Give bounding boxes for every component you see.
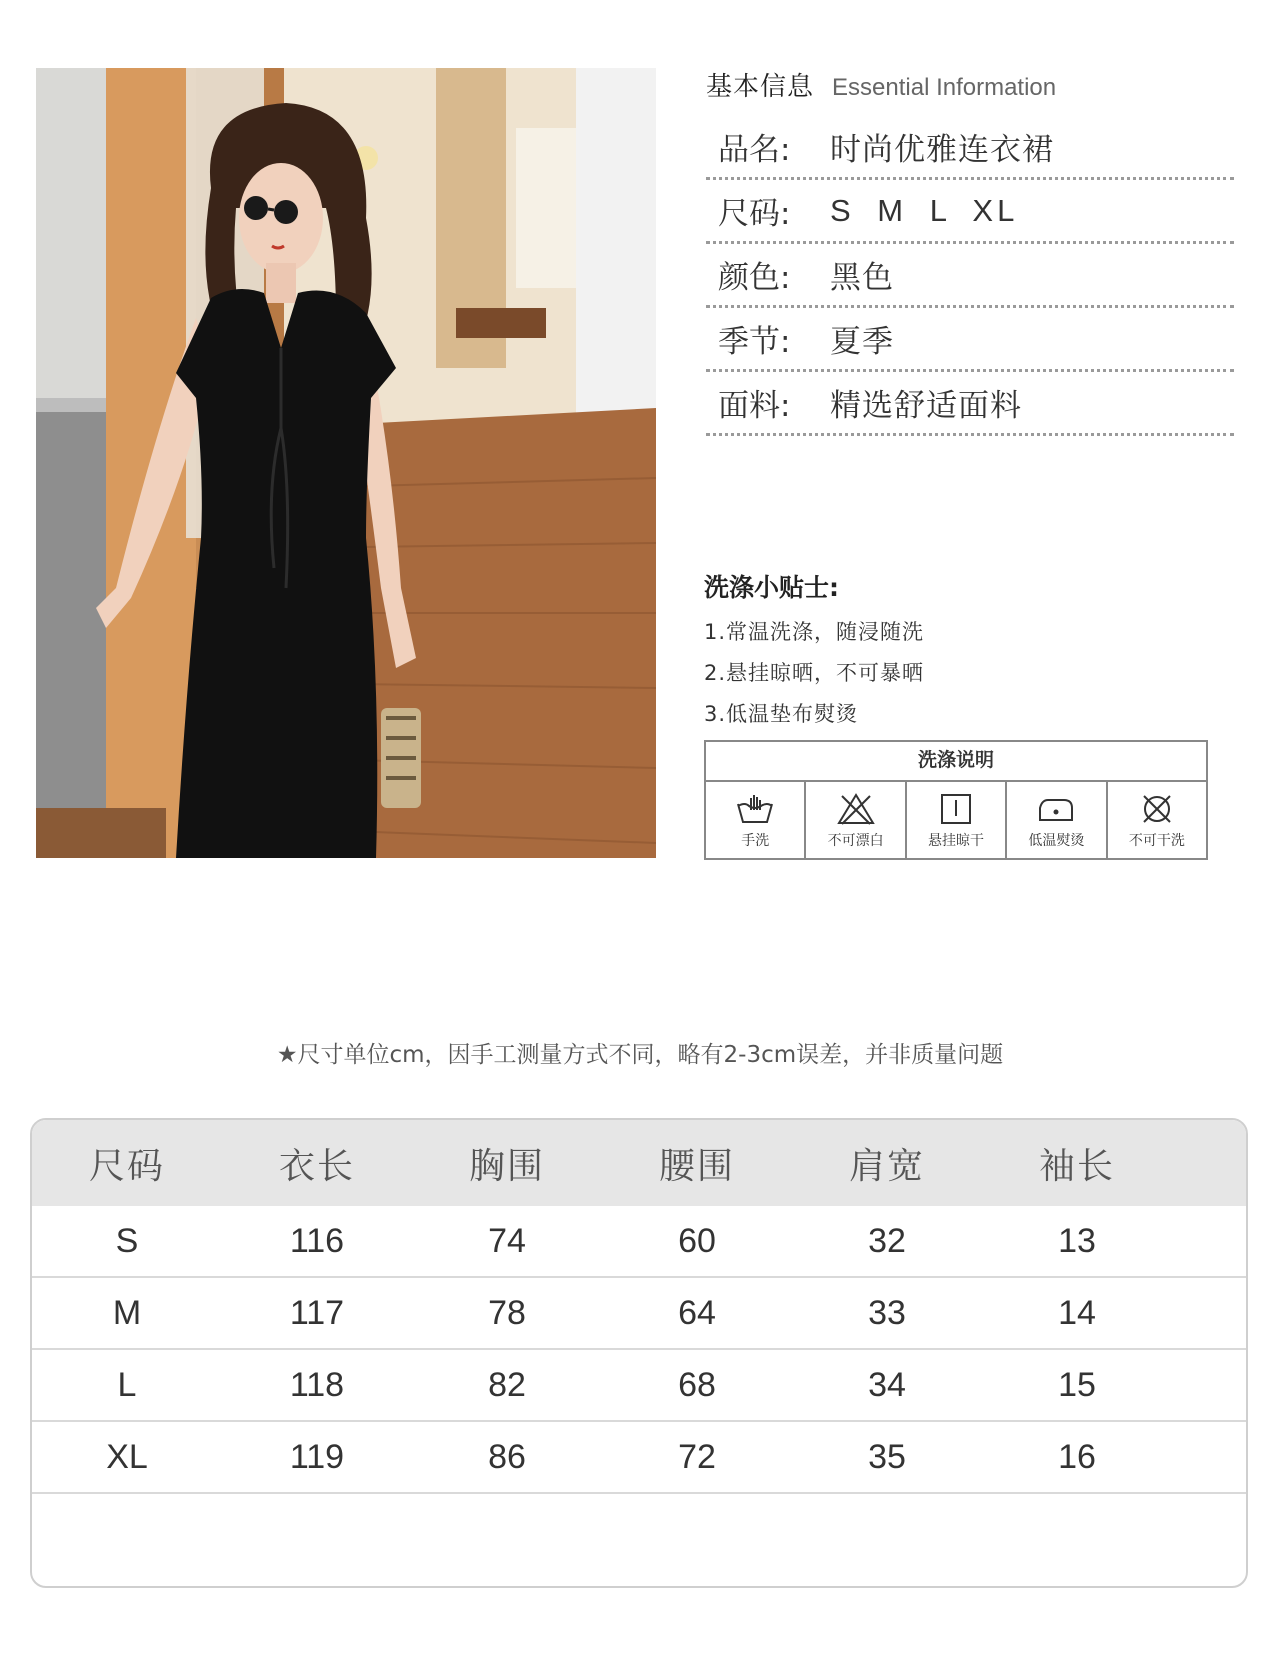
table-cell: 34 (868, 1365, 906, 1404)
info-label: 品名: (718, 132, 791, 168)
hand-wash-icon (735, 792, 775, 826)
table-cell: 72 (678, 1437, 716, 1476)
size-table-header (32, 1120, 1246, 1206)
table-cell: 35 (868, 1437, 906, 1476)
care-symbol-no-dry-clean (1108, 782, 1206, 860)
table-row (32, 1348, 1246, 1420)
table-cell: 74 (488, 1221, 526, 1260)
table-row (32, 1420, 1246, 1492)
info-row-fabric (706, 372, 1234, 436)
wash-tip: 1.常温洗涤，随浸随洗 (704, 620, 925, 644)
header-size: 尺码 (88, 1145, 165, 1187)
table-cell: 60 (678, 1221, 716, 1260)
table-cell: 16 (1058, 1437, 1096, 1476)
care-table-title: 洗涤说明 (706, 742, 1206, 782)
table-cell: L (117, 1365, 137, 1404)
header-sleeve: 袖长 (1038, 1145, 1115, 1187)
table-empty-row (32, 1492, 1246, 1572)
care-symbol-label: 手洗 (741, 833, 770, 849)
table-cell: 68 (678, 1365, 716, 1404)
wash-tips-title: 洗涤小贴士: (704, 573, 839, 602)
care-symbol-hang-dry (907, 782, 1007, 860)
table-cell: S (115, 1221, 139, 1260)
table-cell: XL (106, 1437, 148, 1476)
info-label: 颜色: (718, 260, 791, 296)
care-symbol-no-bleach (806, 782, 906, 860)
care-symbol-low-iron (1007, 782, 1107, 860)
wash-tips (704, 568, 1224, 735)
info-value: S M L XL (830, 192, 1019, 228)
info-label: 面料: (718, 388, 791, 424)
info-row-season (706, 308, 1234, 372)
info-value: 黑色 (830, 260, 894, 296)
info-value: 精选舒适面料 (830, 388, 1022, 424)
info-row-name (706, 116, 1234, 180)
table-row (32, 1276, 1246, 1348)
table-cell: 118 (289, 1365, 345, 1404)
info-row-size (706, 180, 1234, 244)
care-symbol-label: 悬挂晾干 (928, 833, 985, 849)
model-wearing-dress-image (36, 68, 656, 858)
table-cell: 119 (289, 1437, 345, 1476)
info-header (706, 66, 1234, 116)
product-photo (36, 68, 656, 858)
table-cell: M (112, 1293, 142, 1332)
info-subtitle: Essential Information (832, 74, 1057, 101)
info-label: 季节: (718, 324, 791, 360)
table-cell: 78 (488, 1293, 526, 1332)
info-label: 尺码: (718, 196, 791, 232)
info-value: 夏季 (830, 324, 894, 360)
header-length: 衣长 (278, 1145, 355, 1187)
essential-info (706, 66, 1234, 436)
info-value: 时尚优雅连衣裙 (830, 132, 1054, 168)
info-title: 基本信息 (706, 72, 815, 102)
table-cell: 116 (289, 1221, 345, 1260)
table-cell: 32 (868, 1221, 906, 1260)
care-symbol-label: 低温熨烫 (1028, 833, 1085, 849)
no-bleach-icon (836, 792, 876, 826)
care-instructions-table (704, 740, 1208, 860)
hang-dry-icon (936, 792, 976, 826)
header-shoulder: 肩宽 (848, 1145, 925, 1187)
table-cell: 82 (488, 1365, 526, 1404)
wash-tip: 3.低温垫布熨烫 (704, 702, 859, 726)
table-cell: 14 (1058, 1293, 1096, 1332)
table-cell: 117 (289, 1293, 345, 1332)
table-cell: 64 (678, 1293, 716, 1332)
care-symbol-label: 不可漂白 (827, 833, 884, 849)
size-note: ★尺寸单位cm，因手工测量方式不同，略有2-3cm误差，并非质量问题 (276, 1042, 1004, 1068)
table-cell: 86 (488, 1437, 526, 1476)
header-waist: 腰围 (658, 1145, 735, 1187)
table-cell: 15 (1058, 1365, 1096, 1404)
wash-tip: 2.悬挂晾晒，不可暴晒 (704, 661, 925, 685)
table-row (32, 1206, 1246, 1276)
low-iron-icon (1036, 792, 1076, 826)
care-symbol-hand-wash (706, 782, 806, 860)
header-bust: 胸围 (468, 1145, 545, 1187)
size-chart-table (30, 1118, 1248, 1588)
care-symbol-label: 不可干洗 (1128, 833, 1185, 849)
no-dry-clean-icon (1137, 792, 1177, 826)
table-cell: 33 (868, 1293, 906, 1332)
info-row-color (706, 244, 1234, 308)
table-cell: 13 (1058, 1221, 1096, 1260)
